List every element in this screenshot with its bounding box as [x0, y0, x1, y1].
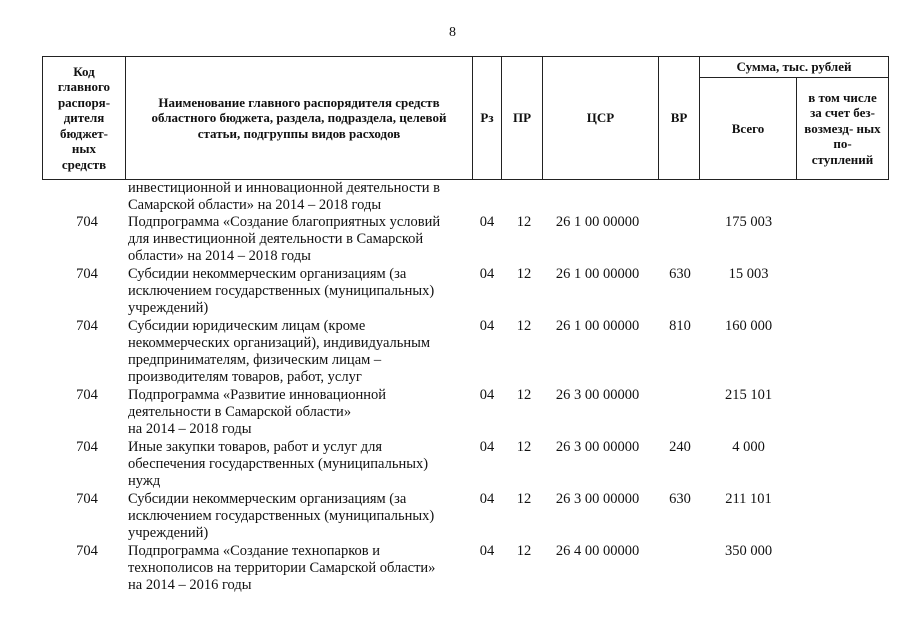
row-name-line: учреждений): [128, 300, 209, 316]
header-vr: ВР: [658, 56, 700, 180]
row-name-line: Подпрограмма «Создание технопарков и: [128, 543, 380, 559]
row-csr: 26 3 00 00000: [555, 491, 640, 507]
row-total: 160 000: [724, 318, 773, 334]
row-name-line: обеспечения государственных (муниципальных): [128, 456, 429, 472]
row-csr: 26 3 00 00000: [555, 387, 640, 403]
row-name-line: технополисов на территории Самарской области»: [128, 560, 436, 576]
row-csr: 26 1 00 00000: [555, 318, 640, 334]
header-total: Всего: [699, 77, 797, 180]
row-rz: 04: [479, 318, 495, 334]
continuation-line-1: инвестиционной и инновационной деятельности в: [128, 180, 440, 196]
row-rz: 04: [479, 214, 495, 230]
row-rz: 04: [479, 491, 495, 507]
row-vr: 810: [669, 318, 691, 334]
row-total: 15 003: [728, 266, 769, 282]
row-name-line: Субсидии некоммерческим организациям (за: [128, 491, 407, 507]
row-name-line: для инвестиционной деятельности в Самарской: [128, 231, 424, 247]
row-pr: 12: [516, 387, 532, 403]
row-name-line: деятельности в Самарской области»: [128, 404, 352, 420]
row-name-line: Иные закупки товаров, работ и услуг для: [128, 439, 383, 455]
row-name-line: исключением государственных (муниципальных): [128, 283, 435, 299]
header-pr: ПР: [501, 56, 543, 180]
row-rz: 04: [479, 266, 495, 282]
row-name-line: области» на 2014 – 2018 годы: [128, 248, 311, 264]
page-number: 8: [449, 25, 456, 40]
row-name-line: Субсидии некоммерческим организациям (за: [128, 266, 407, 282]
row-code: 704: [76, 266, 98, 282]
header-sum: Сумма, тыс. рублей: [699, 56, 889, 78]
row-pr: 12: [516, 543, 532, 559]
header-name-text: Наименование главного распорядителя средств областного бюджета, раздела, подраздела, целевой статьи, подгруппы видов расходов: [151, 94, 447, 141]
row-name-line: некоммерческих организаций), индивидуальным: [128, 335, 431, 351]
row-code: 704: [76, 214, 98, 230]
row-pr: 12: [516, 491, 532, 507]
row-name-line: исключением государственных (муниципальных): [128, 508, 435, 524]
row-code: 704: [76, 543, 98, 559]
header-csr: ЦСР: [542, 56, 659, 180]
row-vr: 240: [669, 439, 691, 455]
row-code: 704: [76, 318, 98, 334]
continuation-line-2: Самарской области» на 2014 – 2018 годы: [128, 197, 382, 213]
row-name-line: на 2014 – 2018 годы: [128, 421, 252, 437]
row-total: 215 101: [724, 387, 773, 403]
row-code: 704: [76, 439, 98, 455]
header-gratuitous: [796, 77, 889, 180]
row-name-line: учреждений): [128, 525, 209, 541]
header-gratuitous-text: в том числе за счет без- возмезд- ных по- ступлений: [804, 89, 881, 167]
row-total: 211 101: [725, 491, 772, 507]
row-name-line: Подпрограмма «Создание благоприятных условий: [128, 214, 441, 230]
row-code: 704: [76, 387, 98, 403]
row-rz: 04: [479, 387, 495, 403]
row-total: 4 000: [732, 439, 765, 455]
row-vr: 630: [669, 491, 691, 507]
row-total: 350 000: [724, 543, 773, 559]
row-pr: 12: [516, 439, 532, 455]
row-code: 704: [76, 491, 98, 507]
row-csr: 26 3 00 00000: [555, 439, 640, 455]
row-rz: 04: [479, 543, 495, 559]
row-csr: 26 1 00 00000: [555, 214, 640, 230]
row-pr: 12: [516, 214, 532, 230]
row-rz: 04: [479, 439, 495, 455]
row-name-line: производителям товаров, работ, услуг: [128, 369, 362, 385]
row-name-line: Подпрограмма «Развитие инновационной: [128, 387, 387, 403]
header-code: [42, 56, 126, 180]
row-name-line: предпринимателям, физическим лицам –: [128, 352, 382, 368]
row-vr: 630: [669, 266, 691, 282]
row-name-line: Субсидии юридическим лицам (кроме: [128, 318, 366, 334]
row-name-line: нужд: [128, 473, 161, 489]
header-code-text: Код главного распоря- дителя бюджет- ных средств: [57, 63, 111, 172]
row-pr: 12: [516, 266, 532, 282]
row-csr: 26 1 00 00000: [555, 266, 640, 282]
row-pr: 12: [516, 318, 532, 334]
row-name-line: на 2014 – 2016 годы: [128, 577, 252, 593]
header-name: [125, 56, 473, 180]
row-csr: 26 4 00 00000: [555, 543, 640, 559]
header-rz: Рз: [472, 56, 502, 180]
row-total: 175 003: [724, 214, 773, 230]
